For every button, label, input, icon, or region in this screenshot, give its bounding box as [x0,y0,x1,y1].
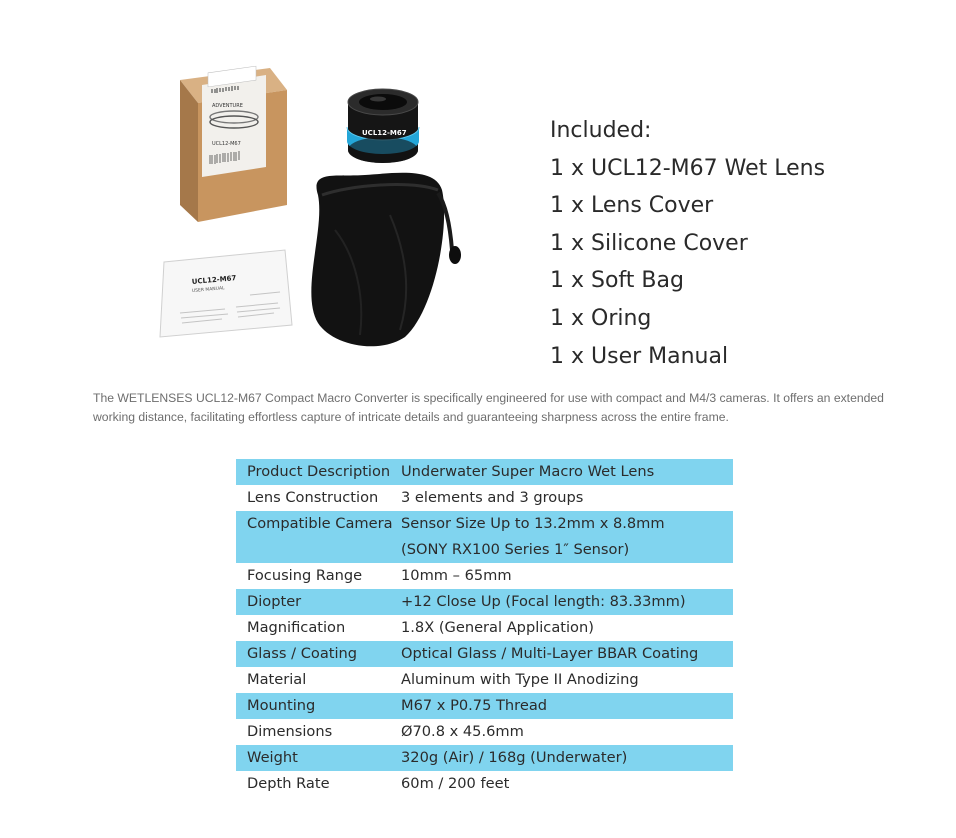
included-list [550,112,825,375]
spec-label: Dimensions [247,723,333,740]
spec-value [401,589,733,615]
spec-label: Mounting [247,697,316,714]
spec-value-line: Aluminum with Type II Anodizing [401,671,639,688]
box-brand: ADVENTURE [212,103,243,109]
manual-title: UCL12-M67 [191,274,237,286]
spec-value-line: M67 x P0.75 Thread [401,697,548,714]
spec-label: Diopter [247,593,302,610]
included-item: 1 x Oring [550,305,652,331]
spec-value-line: 3 elements and 3 groups [401,489,584,506]
included-item: 1 x Lens Cover [550,193,714,219]
included-item: 1 x UCL12-M67 Wet Lens [550,155,826,181]
spec-value [401,719,733,745]
spec-label: Magnification [247,619,346,636]
product-description: The WETLENSES UCL12-M67 Compact Macro Converter is specifically engineered for use with compact and M4/3 cameras. It offers an extended working distance, facilitating effortless capture of intricate details and guaranteeing sharpness across the entire frame. [93,391,884,424]
spec-label: Glass / Coating [247,645,358,662]
spec-value [401,615,733,641]
retail-box [180,66,287,222]
included-item: 1 x User Manual [550,343,729,369]
spec-row [236,641,733,667]
spec-row [236,667,733,693]
spec-value [401,641,733,667]
manual-subtitle: USER MANUAL [191,286,225,294]
spec-row [236,485,733,511]
spec-label: Depth Rate [247,775,330,792]
spec-row [236,511,733,563]
soft-bag [311,173,461,347]
spec-label: Product Description [247,463,391,480]
spec-value [401,563,733,589]
spec-value-line: 10mm – 65mm [401,567,512,584]
product-photo-illustration [150,55,480,355]
spec-value-line: Sensor Size Up to 13.2mm x 8.8mm [401,515,665,532]
spec-row [236,719,733,745]
box-model: UCL12-M67 [212,141,241,147]
spec-row [236,615,733,641]
spec-value [401,745,733,771]
spec-value-line: +12 Close Up (Focal length: 83.33mm) [401,593,686,610]
spec-value-line: (SONY RX100 Series 1″ Sensor) [401,541,630,558]
spec-label: Weight [247,749,298,766]
lens-label: UCL12-M67 [362,129,407,137]
spec-row [236,771,733,797]
spec-table [236,459,733,797]
included-item: 1 x Silicone Cover [550,230,748,256]
spec-value-line: Ø70.8 x 45.6mm [401,723,524,740]
included-heading: Included: [550,118,652,143]
spec-label: Compatible Camera [247,515,393,532]
included-item: 1 x Soft Bag [550,268,684,294]
spec-value-line: Underwater Super Macro Wet Lens [401,463,655,480]
product-photo [150,55,480,355]
spec-row [236,745,733,771]
spec-value-line: 320g (Air) / 168g (Underwater) [401,749,628,766]
spec-value [401,771,733,797]
spec-label: Focusing Range [247,567,363,584]
spec-label: Material [247,671,307,688]
spec-row [236,563,733,589]
spec-value [401,511,733,563]
spec-value-line: 1.8X (General Application) [401,619,594,636]
spec-row [236,459,733,485]
spec-value [401,459,733,485]
user-manual [160,250,292,337]
spec-value [401,485,733,511]
wet-lens [347,89,419,163]
spec-row [236,693,733,719]
spec-value-line: 60m / 200 feet [401,775,510,792]
spec-value [401,693,733,719]
spec-value-line: Optical Glass / Multi-Layer BBAR Coating [401,645,699,662]
spec-label: Lens Construction [247,489,379,506]
spec-row [236,589,733,615]
spec-value [401,667,733,693]
